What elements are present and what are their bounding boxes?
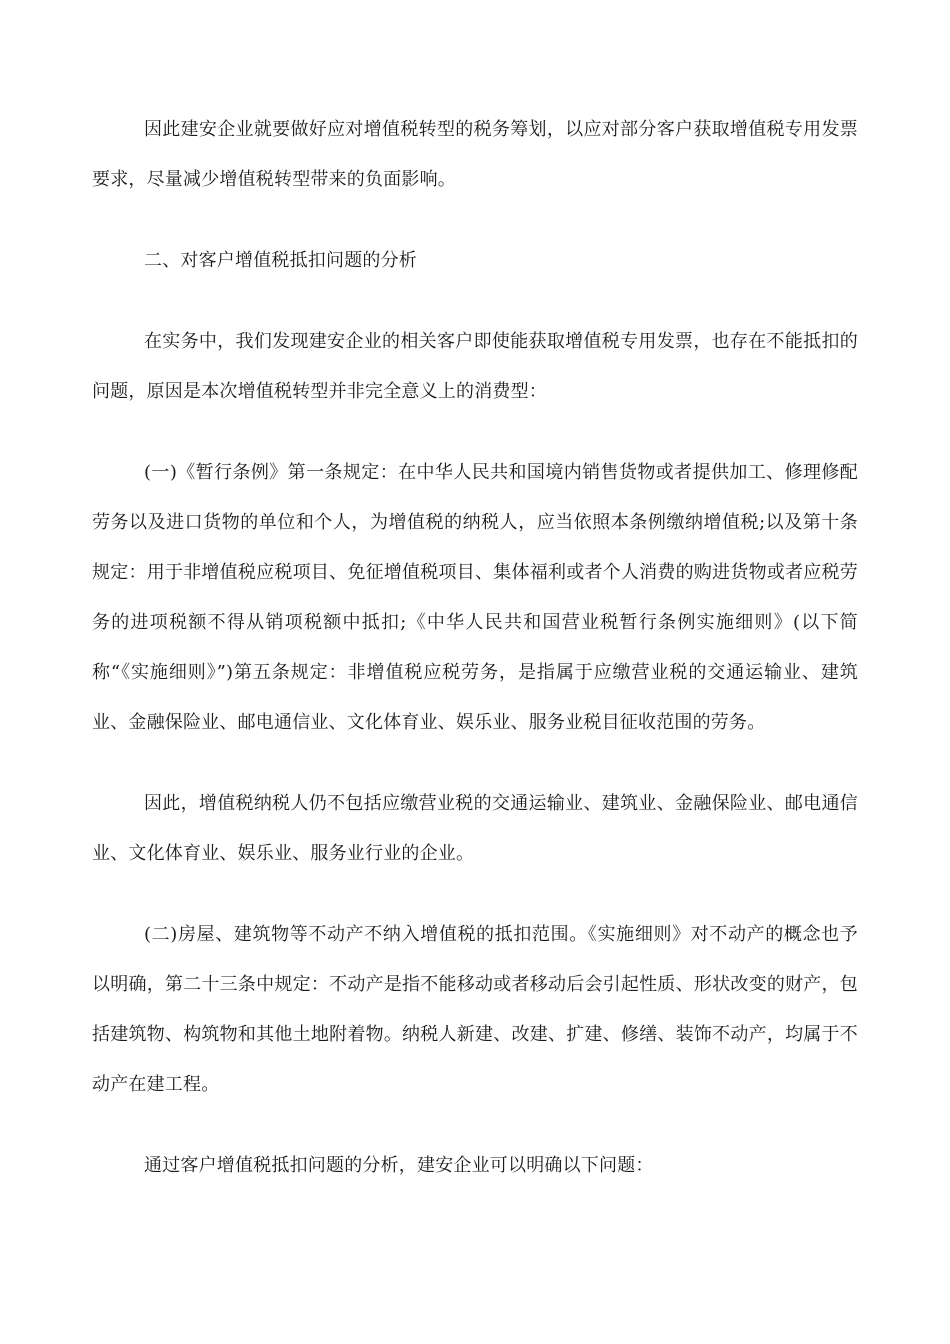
- paragraph-summary: 通过客户增值税抵扣问题的分析，建安企业可以明确以下问题：: [144, 1155, 654, 1176]
- paragraph-conclusion-1: 因此，增值税纳税人仍不包括应缴营业税的交通运输业、建筑业、金融保险业、邮电通信业、文化体育业、娱乐业、服务业行业的企业。: [92, 793, 858, 864]
- document-body: [92, 105, 858, 1222]
- section-heading: 二、对客户增值税抵扣问题的分析: [144, 250, 417, 271]
- paragraph-intro: 因此建安企业就要做好应对增值税转型的税务筹划，以应对部分客户获取增值税专用发票要求，尽量减少增值税转型带来的负面影响。: [92, 119, 858, 190]
- paragraph-practice: 在实务中，我们发现建安企业的相关客户即使能获取增值税专用发票，也存在不能抵扣的问题，原因是本次增值税转型并非完全意义上的消费型：: [92, 331, 858, 402]
- paragraph-item-2: (二)房屋、建筑物等不动产不纳入增值税的抵扣范围。《实施细则》对不动产的概念也予以明确，第二十三条中规定：不动产是指不能移动或者移动后会引起性质、形状改变的财产，包括建筑物、构筑物和其他土地附着物。纳税人新建、改建、扩建、修缮、装饰不动产，均属于不动产在建工程。: [92, 924, 858, 1095]
- paragraph-item-1: (一)《暂行条例》第一条规定：在中华人民共和国境内销售货物或者提供加工、修理修配劳务以及进口货物的单位和个人，为增值税的纳税人，应当依照本条例缴纳增值税;以及第十条规定：用于非增值税应税项目、免征增值税项目、集体福利或者个人消费的购进货物或者应税劳务的进项税额不得从销项税额中抵扣;《中华人民共和国营业税暂行条例实施细则》(以下简称“《实施细则》”)第五条规定：非增值税应税劳务，是指属于应缴营业税的交通运输业、建筑业、金融保险业、邮电通信业、文化体育业、娱乐业、服务业税目征收范围的劳务。: [92, 462, 858, 733]
